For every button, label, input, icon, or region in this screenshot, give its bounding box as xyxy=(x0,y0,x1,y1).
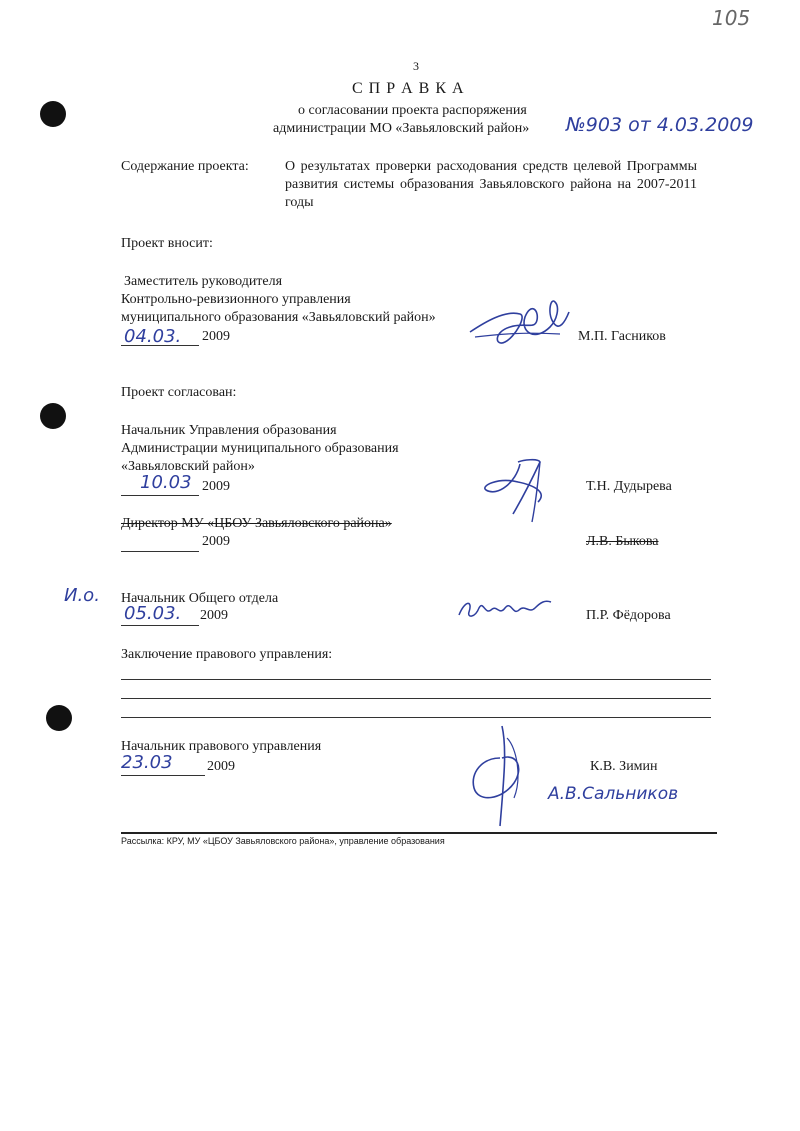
introducer-position-2: Контрольно-ревизионного управления xyxy=(121,292,351,307)
approver-2-name: Л.В. Быкова xyxy=(586,534,659,549)
legal-line-3 xyxy=(121,717,711,718)
approver-1-line-2: Администрации муниципального образования xyxy=(121,441,399,456)
content-label: Содержание проекта: xyxy=(121,159,249,174)
approver-1-line-3: «Завьяловский район» xyxy=(121,459,255,474)
approver-3-year: 2009 xyxy=(200,608,228,623)
legal-position: Начальник правового управления xyxy=(121,739,322,754)
introducer-year: 2009 xyxy=(202,329,230,344)
approver-1-date: 10.03 xyxy=(140,472,192,493)
signature-dudyreva xyxy=(478,452,568,532)
approver-3-name: П.Р. Фёдорова xyxy=(586,608,671,623)
signature-fedorova xyxy=(455,590,555,630)
legal-label: Заключение правового управления: xyxy=(121,647,333,662)
introducer-position-1: Заместитель руководителя xyxy=(124,274,283,289)
approver-1-name: Т.Н. Дудырева xyxy=(586,479,672,494)
approver-2-line-1: Директор МУ «ЦБОУ Завьяловского района» xyxy=(121,516,392,531)
subtitle-line-2: администрации МО «Завьяловский район» xyxy=(273,121,530,136)
date-line-3 xyxy=(121,551,199,552)
legal-name: К.В. Зимин xyxy=(590,759,658,774)
approver-1-line-1: Начальник Управления образования xyxy=(121,423,337,438)
legal-date: 23.03 xyxy=(121,752,173,773)
distribution-text: Рассылка: КРУ, МУ «ЦБОУ Завьяловского района», управление образования xyxy=(121,836,445,846)
approver-3-date: 05.03. xyxy=(124,603,182,624)
registration-note: №903 от 4.03.2009 xyxy=(566,114,754,136)
signature-gasnikov xyxy=(465,292,575,362)
date-line-2 xyxy=(121,495,199,496)
approver-3-prefix: И.о. xyxy=(64,585,100,606)
punch-hole-1 xyxy=(40,101,66,127)
introducer-position-3: муниципального образования «Завьяловский район» xyxy=(121,310,436,325)
document-title: С П Р А В К А xyxy=(352,80,465,97)
punch-hole-2 xyxy=(40,403,66,429)
approver-3-line-1: Начальник Общего отдела xyxy=(121,591,279,606)
distribution-rule xyxy=(121,832,717,834)
date-line-5 xyxy=(121,775,205,776)
approved-label: Проект согласован: xyxy=(121,385,237,400)
legal-line-1 xyxy=(121,679,711,680)
approver-2-year: 2009 xyxy=(202,534,230,549)
approver-1-year: 2009 xyxy=(202,479,230,494)
legal-year: 2009 xyxy=(207,759,235,774)
legal-line-2 xyxy=(121,698,711,699)
legal-hand-name: А.В.Сальников xyxy=(548,784,679,804)
corner-note: 105 xyxy=(712,6,751,30)
content-text: О результатах проверки расходования средств целевой Программы развития системы образования Завьяловского района на 2007-2011 годы xyxy=(285,159,697,210)
signature-zimin xyxy=(462,718,537,838)
subtitle-line-1: о согласовании проекта распоряжения xyxy=(298,103,527,118)
page-number: 3 xyxy=(413,59,419,73)
date-line-4 xyxy=(121,625,199,626)
punch-hole-3 xyxy=(46,705,72,731)
introduced-by-label: Проект вносит: xyxy=(121,236,213,251)
introducer-name: М.П. Гасников xyxy=(578,329,666,344)
introducer-date: 04.03. xyxy=(124,326,182,347)
